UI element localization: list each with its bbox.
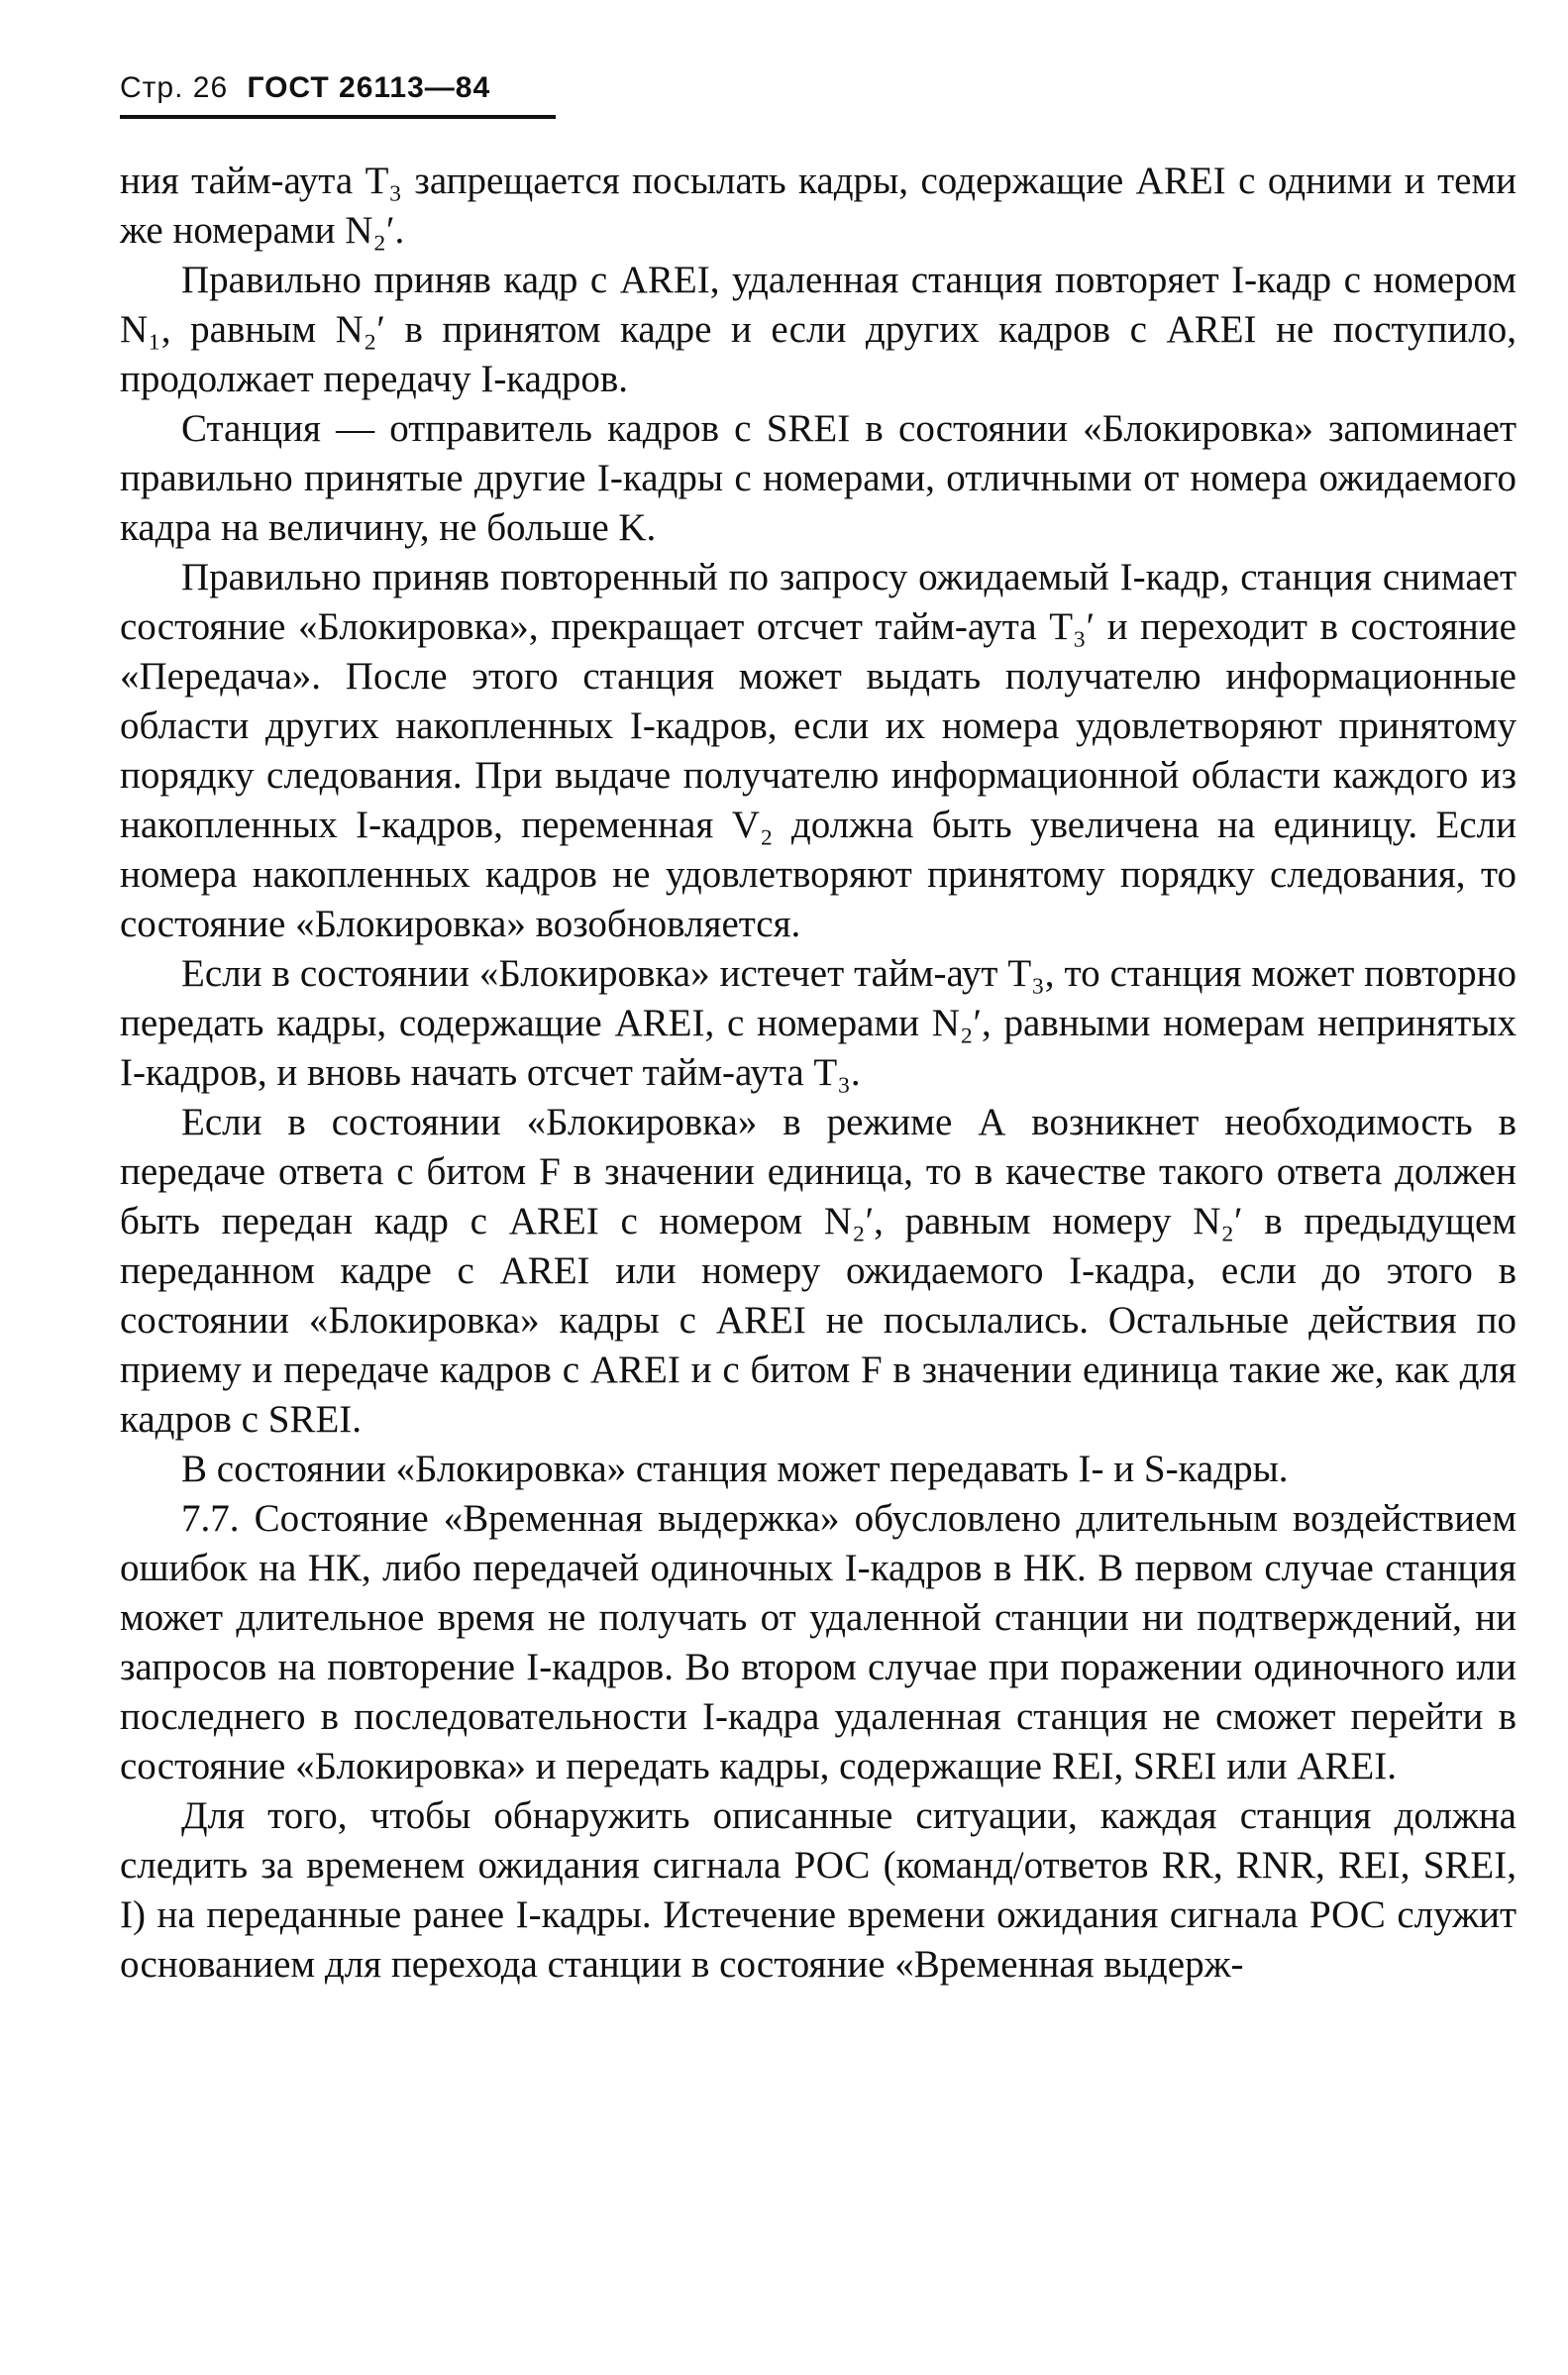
body-text: [120, 157, 1516, 1990]
paragraph: Станция — отправитель кадров с SREI в состоянии «Блокировка» запоминает правильно принятые другие I-кадры с номерами, отличными от номера ожидаемого кадра на величину, не больше K.: [120, 407, 1516, 549]
paragraph: Если в состоянии «Блокировка» истечет тайм-аут T₃, то станция может повторно передать кадры, содержащие AREI, с номерами N₂′, равными номерам непринятых I-кадров, и вновь начать отсчет тайм-аута T₃.: [120, 952, 1516, 1094]
page-number: Стр. 26: [120, 71, 229, 104]
standard-designation: ГОСТ 26113—84: [247, 71, 491, 104]
paragraph-continued: ния тайм-аута T₃ запрещается посылать кадры, содержащие AREI с одними и теми же номерами N₂′.: [120, 160, 1516, 252]
running-header: [120, 71, 490, 105]
paragraph: Правильно приняв кадр с AREI, удаленная станция повторяет I-кадр с номером N₁, равным N₂′ в принятом кадре и если других кадров с AREI не поступило, продолжает передачу I-кадров.: [120, 259, 1516, 400]
paragraph: Правильно приняв повторенный по запросу ожидаемый I-кадр, станция снимает состояние «Блокировка», прекращает отсчет тайм-аута T₃′ и переходит в состояние «Передача». После этого станция может выдать получателю информационные области других накопленных I-кадров, если их номера удовлетворяют принятому порядку следования. При выдаче получателю информационной области каждого из накопленных I-кадров, переменная V₂ должна быть увеличена на единицу. Если номера накопленных кадров не удовлетворяют принятому порядку следования, то состояние «Блокировка» возобновляется.: [120, 556, 1516, 945]
paragraph: Для того, чтобы обнаружить описанные ситуации, каждая станция должна следить за временем ожидания сигнала РОС (команд/ответов RR, RNR, REI, SREI, I) на переданные ранее I-кадры. Истечение времени ожидания сигнала РОС служит основанием для перехода станции в состояние «Временная выдерж-: [120, 1794, 1516, 1986]
header-rule: [120, 115, 556, 119]
paragraph: Если в состоянии «Блокировка» в режиме А возникнет необходимость в передаче ответа с битом F в значении единица, то в качестве такого ответа должен быть передан кадр с AREI с номером N₂′, равным номеру N₂′ в предыдущем переданном кадре с AREI или номеру ожидаемого I-кадра, если до этого в состоянии «Блокировка» кадры с AREI не посылались. Остальные действия по приему и передаче кадров с AREI и с битом F в значении единица такие же, как для кадров с SREI.: [120, 1101, 1516, 1441]
paragraph: В состоянии «Блокировка» станция может передавать I- и S-кадры.: [181, 1448, 1289, 1490]
section-paragraph-7-7: 7.7. Состояние «Временная выдержка» обусловлено длительным воздействием ошибок на НК, либо передачей одиночных I-кадров в НК. В первом случае станция может длительное время не получать от удаленной станции ни подтверждений, ни запросов на повторение I-кадров. Во втором случае при поражении одиночного или последнего в последовательности I-кадра удаленная станция не сможет перейти в состояние «Блокировка» и передать кадры, содержащие REI, SREI или AREI.: [120, 1497, 1516, 1787]
